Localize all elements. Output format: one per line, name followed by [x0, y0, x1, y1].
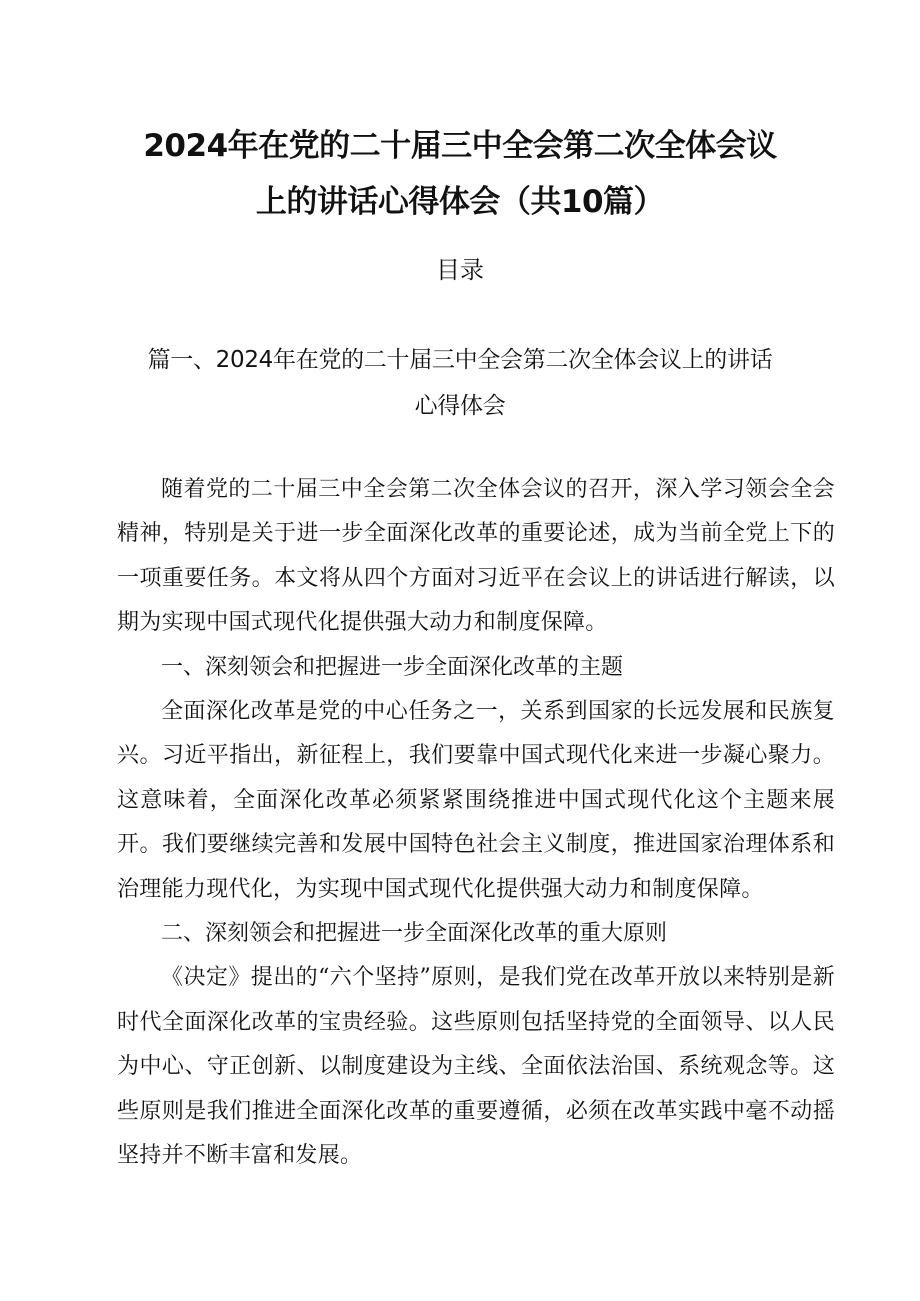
section-title-line-1: 篇一、2024年在党的二十届三中全会第二次全体会议上的讲话 [147, 347, 773, 373]
table-of-contents-heading: 目录 [436, 256, 484, 284]
document-body [117, 468, 835, 1179]
section-title [110, 337, 810, 429]
subheading-2: 二、深刻领会和把握进一步全面深化改革的重大原则 [161, 921, 668, 947]
section-title-line-2: 心得体会 [414, 393, 506, 419]
paragraph-1: 全面深化改革是党的中心任务之一，关系到国家的长远发展和民族复兴。习近平指出，新征程上，我们要靠中国式现代化来进一步凝心聚力。这意味着，全面深化改革必须紧紧围绕推进中国式现代化这个主题来展开。我们要继续完善和发展中国特色社会主义制度，推进国家治理体系和治理能力现代化，为实现中国式现代化提供强大动力和制度保障。 [117, 699, 835, 902]
subheading-1: 一、深刻领会和把握进一步全面深化改革的主题 [161, 654, 624, 680]
document-title-line-1: 2024年在党的二十届三中全会第二次全体会议 [143, 128, 777, 164]
document-title-line-2: 上的讲话心得体会（共10篇） [255, 184, 665, 220]
paragraph-2: 《决定》提出的“六个坚持”原则，是我们党在改革开放以来特别是新时代全面深化改革的宝贵经验。这些原则包括坚持党的全面领导、以人民为中心、守正创新、以制度建设为主线、全面依法治国、系统观念等。这些原则是我们推进全面深化改革的重要遵循，必须在改革实践中毫不动摇坚持并不断丰富和发展。 [117, 965, 835, 1169]
document-title [100, 118, 820, 230]
intro-paragraph: 随着党的二十届三中全会第二次全体会议的召开，深入学习领会全会精神，特别是关于进一步全面深化改革的重要论述，成为当前全党上下的一项重要任务。本文将从四个方面对习近平在会议上的讲话进行解读，以期为实现中国式现代化提供强大动力和制度保障。 [117, 477, 835, 636]
